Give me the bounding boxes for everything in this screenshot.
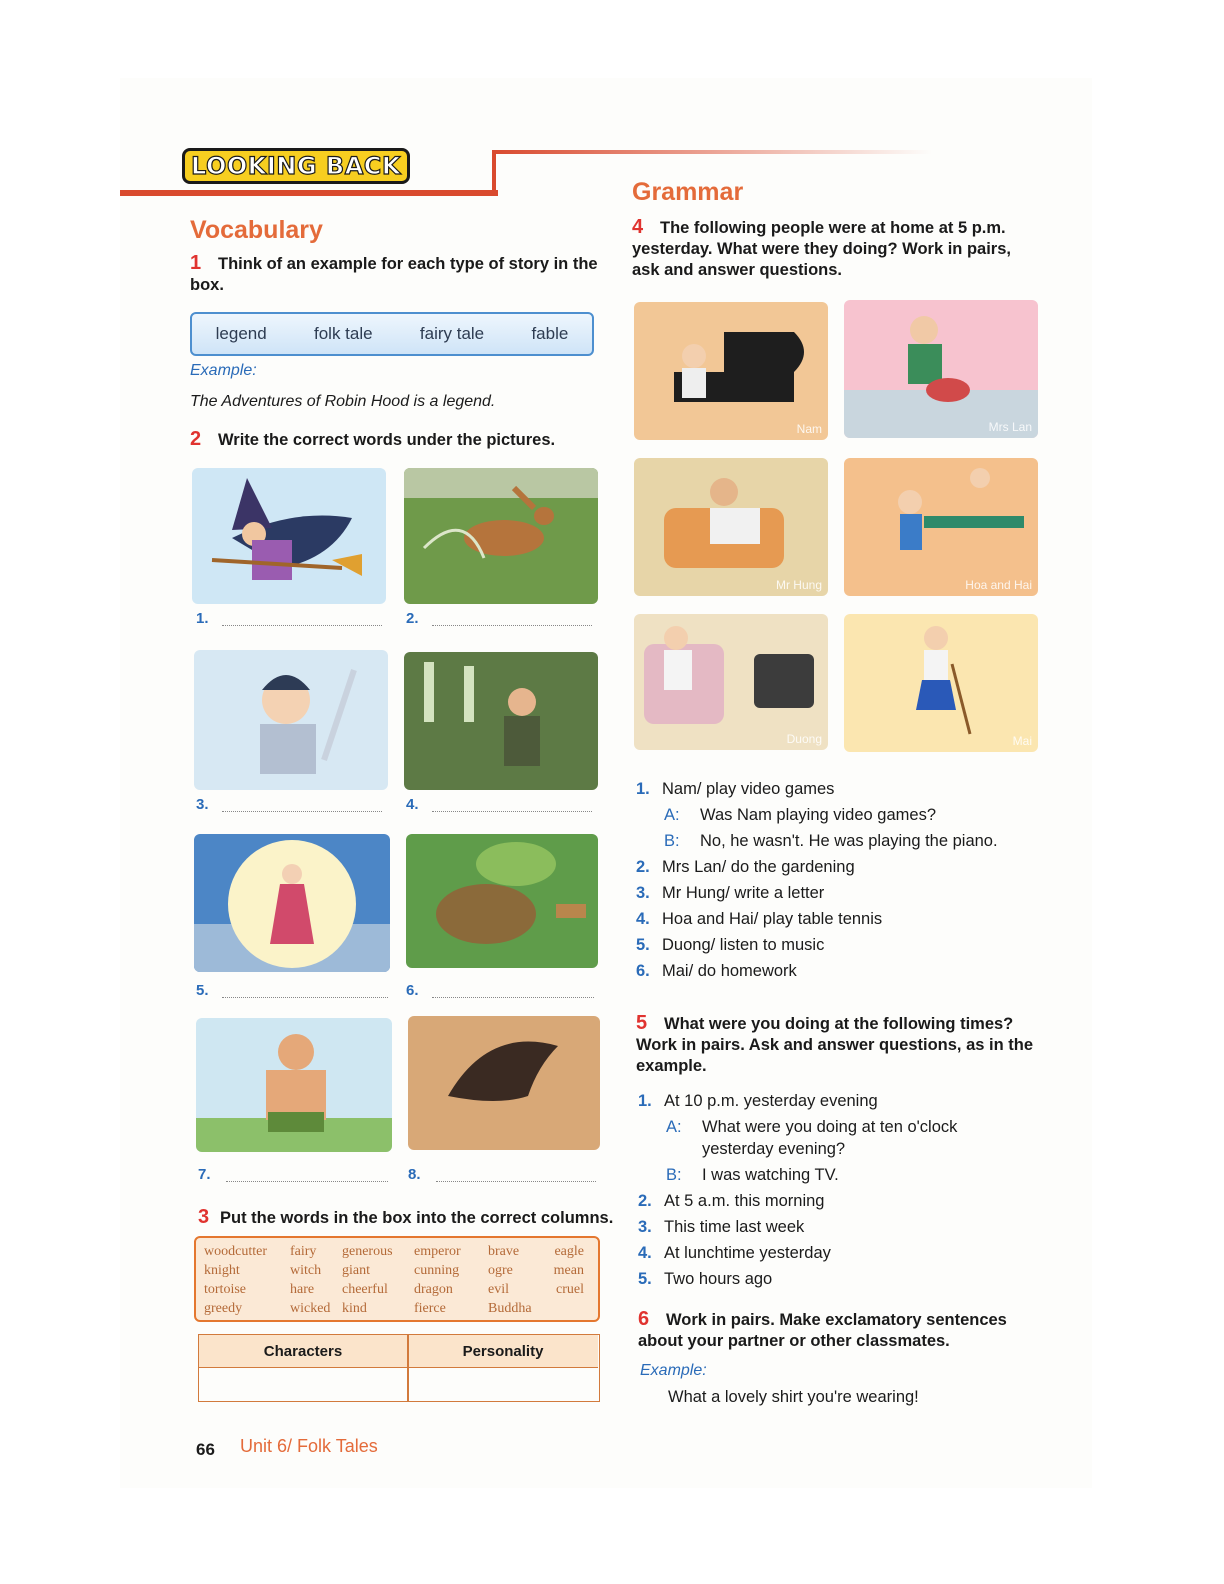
characters-personality-table xyxy=(198,1334,600,1402)
page-number: 66 xyxy=(196,1440,215,1459)
exercise-2-text: Write the correct words under the pictures. xyxy=(218,431,556,449)
word-columns-box xyxy=(194,1236,600,1322)
exercise-3-text: Put the words in the box into the correct columns. xyxy=(220,1209,614,1227)
exercise-5-instruction xyxy=(636,1012,1036,1077)
exercise-2-instruction xyxy=(190,428,600,451)
vocabulary-title: Vocabulary xyxy=(190,216,323,244)
unit-title: Unit 6/ Folk Tales xyxy=(240,1436,378,1456)
box-word: generous xyxy=(342,1244,393,1259)
exercise-3-instruction xyxy=(198,1206,618,1229)
grammar-title: Grammar xyxy=(632,178,744,206)
exercise-5-text: What were you doing at the following times? Work in pairs. Ask and answer questions, as in the example. xyxy=(636,1015,1034,1075)
list-item: 5. Two hours ago xyxy=(638,1270,773,1288)
box-word: mean xyxy=(553,1263,584,1278)
header-rule-right xyxy=(492,150,932,154)
exercise-4-instruction xyxy=(632,216,1042,281)
picture-label: 7. xyxy=(198,1166,211,1183)
mai-picture xyxy=(844,614,1038,752)
exercise-2-number: 2 xyxy=(190,428,202,450)
answer-blank[interactable] xyxy=(226,1172,388,1182)
picture-caption: Nam xyxy=(796,422,822,436)
story-type-word: legend xyxy=(215,324,267,343)
list-item: 2. At 5 a.m. this morning xyxy=(638,1192,825,1210)
fairy-picture xyxy=(194,834,390,972)
box-word: eagle xyxy=(554,1244,584,1259)
exercise-1-example-text: The Adventures of Robin Hood is a legend. xyxy=(190,393,496,410)
list-item: 3. This time last week xyxy=(638,1218,805,1236)
list-item: 6. Mai/ do homework xyxy=(636,962,797,980)
list-item: 4. At lunchtime yesterday xyxy=(638,1244,831,1262)
box-word: fairy xyxy=(290,1244,317,1259)
picture-caption: Mrs Lan xyxy=(988,420,1032,434)
mrs-lan-picture xyxy=(844,300,1038,438)
duong-picture xyxy=(634,614,828,750)
picture-label: 3. xyxy=(196,796,209,813)
witch-picture xyxy=(192,468,386,604)
exercise-4-text: The following people were at home at 5 p.m. yesterday. What were they doing? Work in pairs, ask and answer questions. xyxy=(632,219,1011,279)
dragon-picture xyxy=(408,1016,600,1150)
box-word: witch xyxy=(290,1263,322,1278)
picture-label: 2. xyxy=(406,610,419,627)
hare-picture xyxy=(404,468,598,604)
answer-blank[interactable] xyxy=(432,988,594,998)
box-word: emperor xyxy=(414,1244,461,1259)
header-rule-left xyxy=(120,190,498,196)
exercise-5-list xyxy=(638,1090,1038,1290)
box-word: cunning xyxy=(414,1263,460,1278)
box-word: wicked xyxy=(290,1301,331,1316)
exercise-6-number: 6 xyxy=(638,1308,650,1330)
answer-blank[interactable] xyxy=(222,616,382,626)
picture-caption: Duong xyxy=(786,732,822,746)
box-word: hare xyxy=(290,1282,315,1297)
story-type-word: fairy tale xyxy=(419,324,485,343)
picture-label: 1. xyxy=(196,610,209,627)
box-word: brave xyxy=(488,1244,520,1259)
exercise-1-number: 1 xyxy=(190,252,202,274)
box-word: tortoise xyxy=(204,1282,246,1297)
box-word: greedy xyxy=(204,1301,243,1316)
list-item: 3. Mr Hung/ write a letter xyxy=(636,884,825,902)
box-word: dragon xyxy=(414,1282,453,1297)
list-item: 1. Nam/ play video games xyxy=(636,780,835,798)
box-word: cheerful xyxy=(342,1282,388,1297)
answer-blank[interactable] xyxy=(432,616,592,626)
answer-blank[interactable] xyxy=(222,988,388,998)
picture-label: 4. xyxy=(406,796,419,813)
exercise-6-text: Work in pairs. Make exclamatory sentences about your partner or other classmates. xyxy=(638,1311,1007,1350)
picture-label: 8. xyxy=(408,1166,421,1183)
box-word: giant xyxy=(342,1263,370,1278)
answer-blank[interactable] xyxy=(436,1172,596,1182)
box-word: evil xyxy=(488,1282,509,1297)
exercise-4-list xyxy=(636,778,1036,982)
exercise-1-text: Think of an example for each type of story in the box. xyxy=(190,255,598,294)
tortoise-picture xyxy=(406,834,598,968)
looking-back-banner: LOOKING BACK xyxy=(182,148,410,184)
story-type-word: fable xyxy=(531,324,569,343)
example-answer-b: B: No, he wasn't. He was playing the piano. xyxy=(664,832,998,850)
hoa-and-hai-picture xyxy=(844,458,1038,596)
picture-caption: Mr Hung xyxy=(775,578,822,592)
box-word: woodcutter xyxy=(204,1244,267,1259)
box-word: fierce xyxy=(414,1301,446,1316)
list-item: 4. Hoa and Hai/ play table tennis xyxy=(636,910,883,928)
list-item: 1. At 10 p.m. yesterday evening xyxy=(638,1092,878,1110)
exercise-6-example-label: Example: xyxy=(640,1362,707,1379)
box-word: knight xyxy=(204,1263,240,1278)
picture-caption: Hoa and Hai xyxy=(965,578,1032,592)
exercise-1-example-label: Example: xyxy=(190,362,257,379)
exercise-5-number: 5 xyxy=(636,1012,648,1034)
exercise-6-instruction xyxy=(638,1308,1034,1352)
picture-caption: Mai xyxy=(1012,734,1032,748)
exercise-3-number: 3 xyxy=(198,1206,210,1228)
example-answer-b: B: I was watching TV. xyxy=(666,1166,839,1184)
box-word: kind xyxy=(342,1301,367,1316)
example-answer-a: A: What were you doing at ten o'clock yesterday evening? xyxy=(666,1118,958,1158)
box-word: cruel xyxy=(556,1282,584,1297)
woodcutter-picture xyxy=(404,652,598,790)
giant-picture xyxy=(196,1018,392,1152)
nam-picture xyxy=(634,302,828,440)
table-cell-personality[interactable] xyxy=(409,1369,598,1400)
story-type-word: folk tale xyxy=(314,324,373,343)
story-type-box xyxy=(190,312,594,356)
box-word: Buddha xyxy=(488,1301,532,1316)
table-header-personality: Personality xyxy=(408,1335,598,1368)
picture-label: 5. xyxy=(196,982,209,999)
answer-blank[interactable] xyxy=(432,802,592,812)
picture-label: 6. xyxy=(406,982,419,999)
list-item: 2. Mrs Lan/ do the gardening xyxy=(636,858,855,876)
table-header-characters: Characters xyxy=(199,1335,407,1368)
table-cell-characters[interactable] xyxy=(199,1369,406,1400)
exercise-1-instruction xyxy=(190,252,600,296)
exercise-6-example-text: What a lovely shirt you're wearing! xyxy=(668,1388,919,1406)
list-item: 5. Duong/ listen to music xyxy=(636,936,825,954)
knight-picture xyxy=(194,650,388,790)
exercise-4-number: 4 xyxy=(632,216,644,238)
example-answer-a: A: Was Nam playing video games? xyxy=(664,806,936,824)
box-word: ogre xyxy=(488,1263,513,1278)
mr-hung-picture xyxy=(634,458,828,596)
answer-blank[interactable] xyxy=(222,802,382,812)
